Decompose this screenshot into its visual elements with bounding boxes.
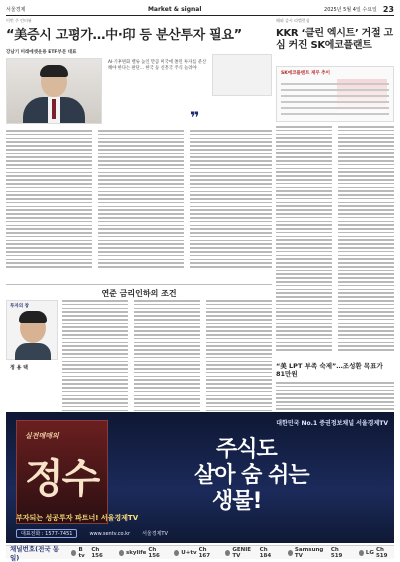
tv-icon: [359, 550, 364, 556]
ad-slogan-line1: 주식도: [216, 437, 277, 462]
channel-item: LG Ch 519: [359, 547, 394, 559]
story1-body-col3: [190, 130, 272, 268]
ad-tagline: 대한민국 No.1 증권정보채널 서울경제TV: [276, 420, 388, 427]
column-body-1: [62, 300, 128, 415]
story1-body-col2: [98, 130, 184, 268]
author-box: [6, 300, 58, 371]
story2-chart: [276, 66, 394, 122]
section-name: Market & signal: [147, 5, 202, 13]
column-author: 정 용 택: [10, 365, 28, 371]
column-body-3: [206, 300, 272, 415]
story2-chart-title: SK에코플랜트 재무 추이: [281, 71, 330, 76]
story3-headline: “美 LPT 부족 숙제”…조성환 목표가 81만원: [276, 362, 383, 378]
story1-byline: 강남기 미래에셋운용 ETF부문 대표: [6, 50, 77, 55]
brand-name: 서울경제: [6, 6, 26, 13]
story1-body: [6, 130, 92, 268]
story1-headline: “美증시 고평가…中·印 등 분산투자 필요”: [6, 28, 242, 43]
story1-quote: AI·기후변화 밸류 높인 만큼 미국에 쏠린 투자를 분산해야 한다는 판단… 한국 등 신흥국 주식 늘려야: [108, 60, 207, 71]
story2-body-2: [338, 126, 394, 351]
ad-bottom-message: 부자되는 성공투자 파트너! 서울경제TV: [16, 513, 139, 522]
channel-label: 채널번호(전국 동일): [10, 544, 60, 562]
story2-body-1: [276, 126, 332, 351]
main-story: [6, 18, 272, 127]
ad-website[interactable]: www.sentv.co.kr: [89, 530, 131, 537]
interview-photo: [6, 58, 102, 124]
column-title: 연준 금리인하의 조건: [6, 284, 272, 299]
story2-kicker: 해외 증시 리밸런싱: [276, 18, 310, 23]
column-label: 투자의 창: [10, 304, 29, 309]
issue-date: 2025년 5월 4일 수요일: [324, 6, 377, 13]
channel-item: GENIE TV Ch 184: [225, 547, 279, 559]
story2-headline: KKR ‘클린 엑시트’ 거절 고심 커진 SK에코플랜트: [276, 28, 393, 51]
channel-item: Samsung TV Ch 519: [288, 547, 350, 559]
header-rule: [6, 15, 394, 16]
ad-slogan-line3: 생물!: [212, 489, 262, 514]
tv-icon: [288, 550, 293, 556]
channel-list: [6, 544, 394, 562]
ad-slogan-line2: 살아 숨 쉬는: [194, 463, 309, 488]
story1-kicker: 이번 주 인터뷰: [6, 18, 32, 23]
ad-bottom-bar: [16, 512, 384, 523]
tv-icon: [71, 550, 76, 556]
channel-item: B tv Ch 156: [71, 547, 110, 559]
tv-icon: [174, 550, 179, 556]
ad-program-logo: [16, 420, 108, 524]
sentv-advertisement[interactable]: [6, 412, 394, 543]
page-number: 23: [382, 4, 394, 14]
column-body-2: [134, 300, 200, 415]
ad-small-title: 실전매매의: [25, 432, 59, 440]
quote-mark-icon: ❞: [190, 108, 200, 127]
right-story: [276, 18, 394, 76]
ad-phone[interactable]: 대표전화 : 1577-7451: [16, 529, 77, 538]
tv-icon: [225, 550, 230, 556]
channel-item: U+tv Ch 167: [174, 547, 216, 559]
masthead: [6, 4, 394, 14]
ad-brand: 서울경제TV: [142, 531, 168, 537]
side-box: [212, 54, 272, 96]
channel-item: skylife Ch 156: [119, 547, 165, 559]
tv-icon: [119, 550, 124, 556]
ad-contact-line: [16, 528, 384, 539]
ad-big-title: 정수: [25, 456, 99, 502]
